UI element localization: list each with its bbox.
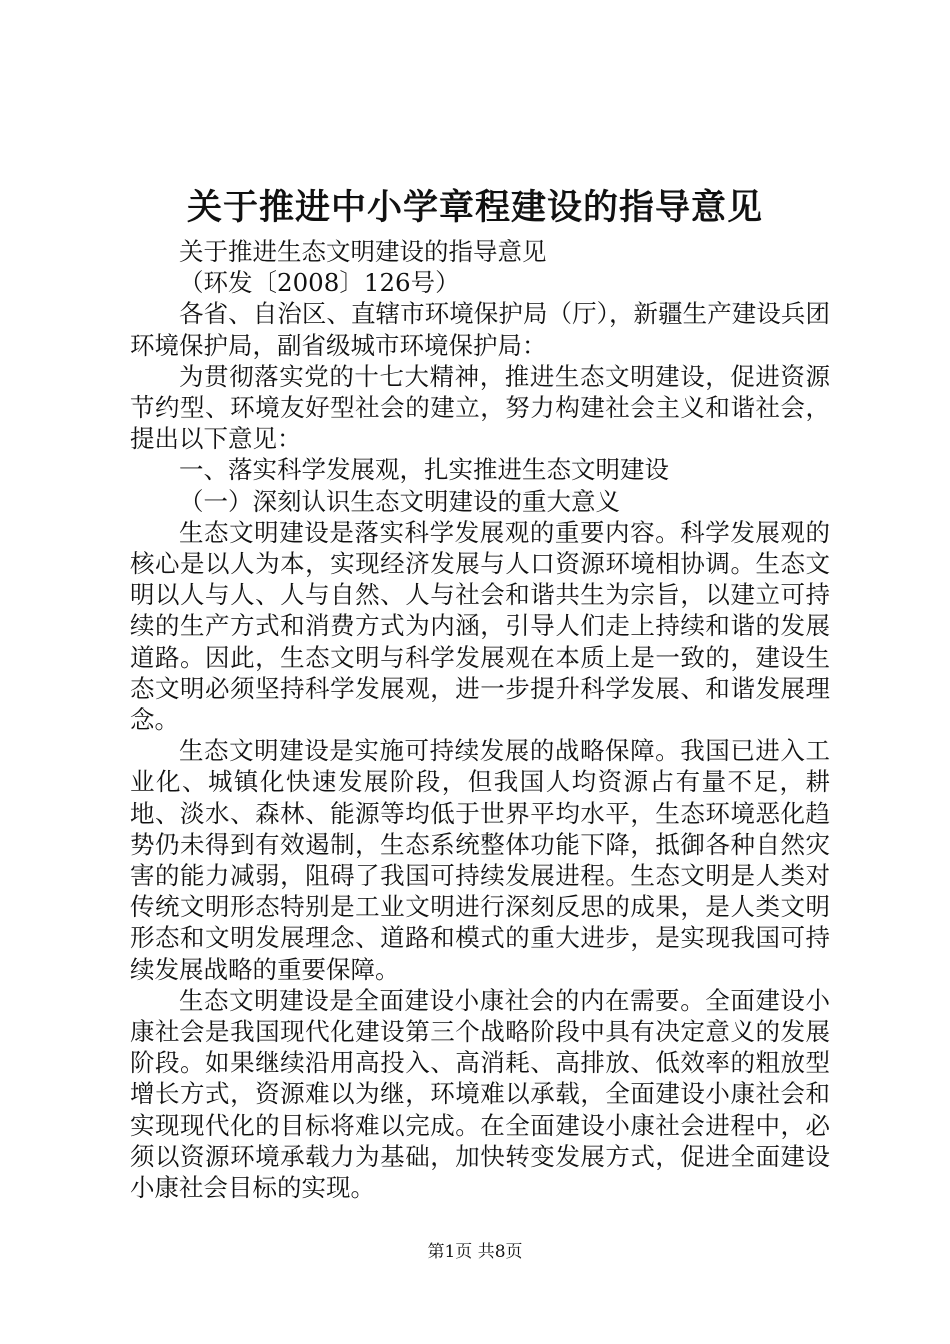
intro-paragraph: 为贯彻落实党的十七大精神，推进生态文明建设，促进资源节约型、环境友好型社会的建立，努力构建社会主义和谐社会，提出以下意见： <box>130 361 830 454</box>
subsection-heading: （一）深刻认识生态文明建设的重大意义 <box>179 486 620 516</box>
body-paragraph: 生态文明建设是实施可持续发展的战略保障。我国已进入工业化、城镇化快速发展阶段，但我国人均资源占有量不足，耕地、淡水、森林、能源等均低于世界平均水平，生态环境恶化趋势仍未得到有效遏制，生态系统整体功能下降，抵御各种自然灾害的能力减弱，阻碍了我国可持续发展进程。生态文明是人类对传统文明形态特别是工业文明进行深刻反思的成果，是人类文明形态和文明发展理念、道路和模式的重大进步，是实现我国可持续发展战略的重要保障。 <box>130 736 830 984</box>
section-heading: 一、落实科学发展观，扎实推进生态文明建设 <box>179 455 669 485</box>
body-paragraph: 生态文明建设是全面建设小康社会的内在需要。全面建设小康社会是我国现代化建设第三个战略阶段中具有决定意义的发展阶段。如果继续沿用高投入、高消耗、高排放、低效率的粗放型增长方式，资源难以为继，环境难以承载，全面建设小康社会和实现现代化的目标将难以完成。在全面建设小康社会进程中，必须以资源环境承载力为基础，加快转变发展方式，促进全面建设小康社会目标的实现。 <box>130 985 830 1203</box>
body-paragraph: 生态文明建设是落实科学发展观的重要内容。科学发展观的核心是以人为本，实现经济发展与人口资源环境相协调。生态文明以人与人、人与自然、人与社会和谐共生为宗旨，以建立可持续的生产方式和消费方式为内涵，引导人们走上持续和谐的发展道路。因此，生态文明与科学发展观在本质上是一致的，建设生态文明必须坚持科学发展观，进一步提升科学发展、和谐发展理念。 <box>130 517 830 735</box>
subtitle-paragraph: 关于推进生态文明建设的指导意见 <box>179 237 547 266</box>
page-number-footer: 第1页 共8页 <box>427 1242 523 1262</box>
addressee-paragraph: 各省、自治区、直辖市环境保护局（厅），新疆生产建设兵团环境保护局，副省级城市环境保护局： <box>130 299 830 360</box>
document-body <box>130 236 830 1203</box>
document-title: 关于推进中小学章程建设的指导意见 <box>186 188 763 228</box>
document-number-paragraph: （环发〔2008〕126号） <box>179 268 460 298</box>
